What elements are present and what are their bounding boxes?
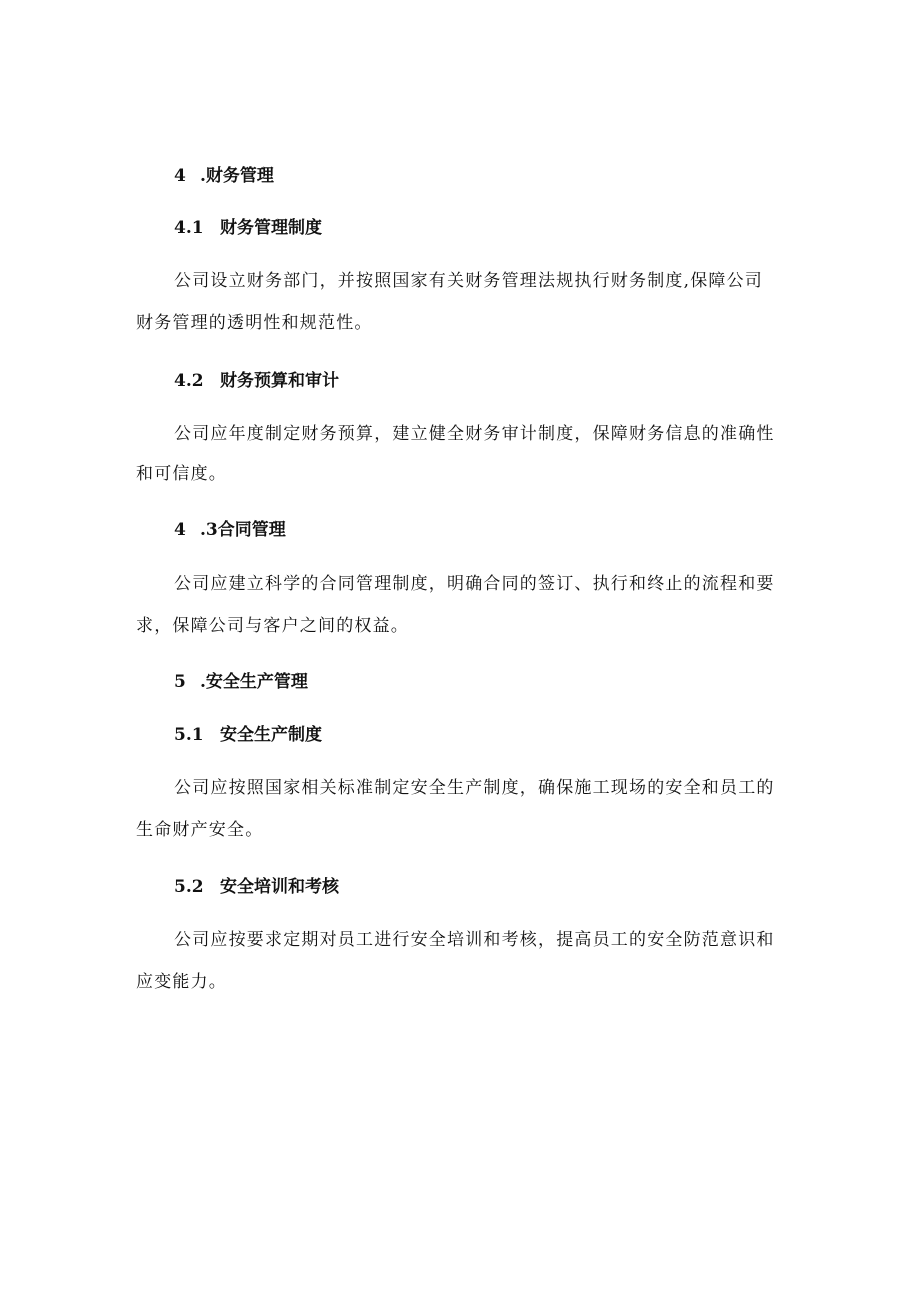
paragraph-line: 公司设立财务部门，并按照国家有关财务管理法规执行财务制度,保障公司 (174, 271, 764, 291)
paragraph-line: 财务管理的透明性和规范性。 (136, 313, 373, 333)
subsection-title: 财务管理制度 (220, 218, 322, 238)
subsection-heading-5-1 (174, 723, 322, 747)
subsection-number: 4.1 (174, 218, 204, 238)
subsection-heading-4-2 (174, 369, 339, 393)
section-number: 4 (174, 166, 186, 186)
subsection-heading-4-3 (174, 518, 286, 542)
subsection-number: 5.2 (174, 877, 204, 897)
section-number: 5 (174, 672, 186, 692)
paragraph-line: 求，保障公司与客户之间的权益。 (136, 616, 409, 636)
subsection-number: 5.1 (174, 725, 204, 745)
section-heading-5 (174, 670, 308, 694)
paragraph-line: 公司应建立科学的合同管理制度，明确合同的签订、执行和终止的流程和要 (174, 574, 775, 594)
subsection-title: 安全生产制度 (220, 725, 322, 745)
subsection-title: 财务预算和审计 (220, 371, 339, 391)
subsection-title: 安全培训和考核 (220, 877, 339, 897)
subsection-heading-5-2 (174, 875, 339, 899)
section-heading-4 (174, 164, 274, 188)
section-title: .财务管理 (200, 166, 274, 186)
paragraph-line: 公司应按要求定期对员工进行安全培训和考核，提高员工的安全防范意识和 (174, 930, 775, 950)
paragraph-line: 和可信度。 (136, 464, 227, 484)
paragraph-line: 应变能力。 (136, 972, 227, 992)
subsection-number: 4 (174, 520, 186, 540)
subsection-heading-4-1 (174, 216, 322, 240)
paragraph-line: 公司应年度制定财务预算，建立健全财务审计制度，保障财务信息的准确性 (174, 424, 775, 444)
section-title: .安全生产管理 (200, 672, 308, 692)
paragraph-line: 公司应按照国家相关标准制定安全生产制度，确保施工现场的安全和员工的 (174, 778, 775, 798)
paragraph-line: 生命财产安全。 (136, 820, 264, 840)
subsection-title: .3合同管理 (200, 520, 286, 540)
subsection-number: 4.2 (174, 371, 204, 391)
